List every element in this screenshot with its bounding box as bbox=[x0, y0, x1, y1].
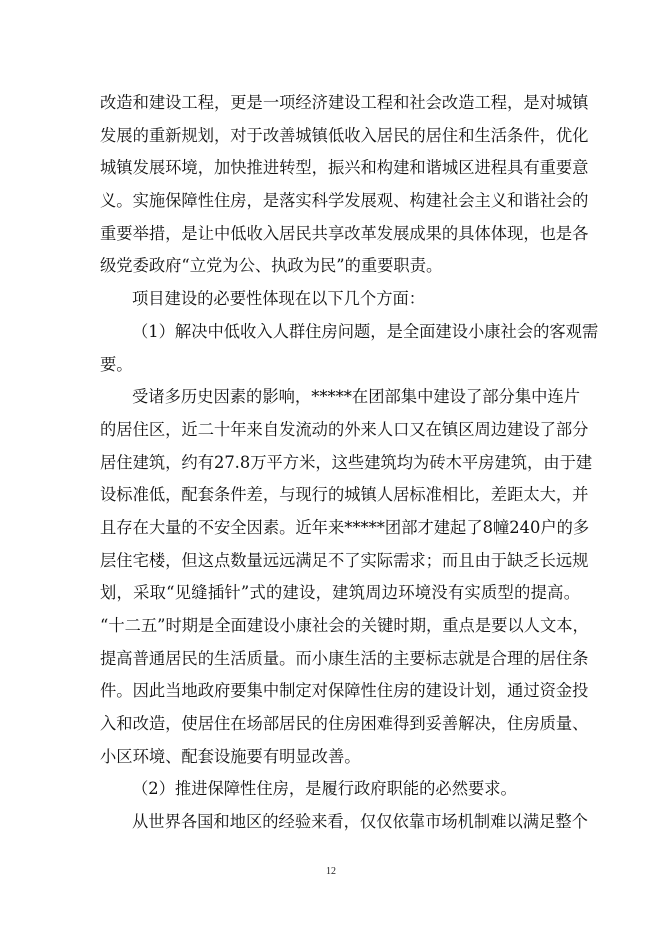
text-line: 件。因此当地政府要集中制定对保障性住房的建设计划，通过资金投 bbox=[100, 681, 589, 701]
text-line: 划，采取“见缝插针”式的建设，建筑周边环境没有实质型的提高。 bbox=[100, 583, 580, 603]
text-line: 从世界各国和地区的经验来看，仅仅依靠市场机制难以满足整个 bbox=[132, 812, 588, 832]
text-line: 入和改造，使居住在场部居民的住房困难得到妥善解决，住房质量、 bbox=[100, 714, 589, 734]
text-line: 层住宅楼，但这点数量远远满足不了实际需求；而且由于缺乏长远规 bbox=[100, 550, 589, 570]
text-line: 发展的重新规划，对于改善城镇低收入居民的居住和生活条件，优化 bbox=[100, 125, 589, 145]
text-line: 居住建筑，约有27.8万平方米，这些建筑均为砖木平房建筑，由于建 bbox=[100, 452, 593, 472]
text-line: 设标准低，配套条件差，与现行的城镇人居标准相比，差距太大，并 bbox=[100, 485, 589, 505]
text-line: （2）推进保障性住房，是履行政府职能的必然要求。 bbox=[132, 779, 517, 799]
text-line: （1）解决中低收入人群住房问题，是全面建设小康社会的客观需 bbox=[132, 321, 599, 341]
text-line: 改造和建设工程，更是一项经济建设工程和社会改造工程，是对城镇 bbox=[100, 93, 589, 112]
text-line: 且存在大量的不安全因素。近年来*****团部才建起了8幢240户的多 bbox=[100, 517, 590, 537]
text-line: 城镇发展环境，加快推进转型，振兴和构建和谐城区进程具有重要意 bbox=[100, 158, 589, 178]
text-line: 小区环境、配套设施要有明显改善。 bbox=[100, 746, 361, 766]
text-line: 要。 bbox=[100, 354, 133, 374]
body-text bbox=[100, 87, 599, 839]
text-line: 提高普通居民的生活质量。而小康生活的主要标志就是合理的居住条 bbox=[100, 648, 589, 668]
text-line: “十二五”时期是全面建设小康社会的关键时期，重点是要以人文本， bbox=[100, 616, 589, 635]
page-number: 12 bbox=[326, 866, 336, 877]
text-line: 受诸多历史因素的影响，*****在团部集中建设了部分集中连片 bbox=[132, 387, 580, 407]
text-line: 级党委政府“立党为公、执政为民”的重要职责。 bbox=[100, 256, 443, 276]
text-line: 项目建设的必要性体现在以下几个方面： bbox=[132, 289, 426, 309]
text-line: 义。实施保障性住房，是落实科学发展观、构建社会主义和谐社会的 bbox=[100, 191, 589, 211]
text-line: 重要举措，是让中低收入居民共享改革发展成果的具体体现，也是各 bbox=[100, 223, 589, 243]
text-line: 的居住区，近二十年来自发流动的外来人口又在镇区周边建设了部分 bbox=[100, 419, 589, 439]
